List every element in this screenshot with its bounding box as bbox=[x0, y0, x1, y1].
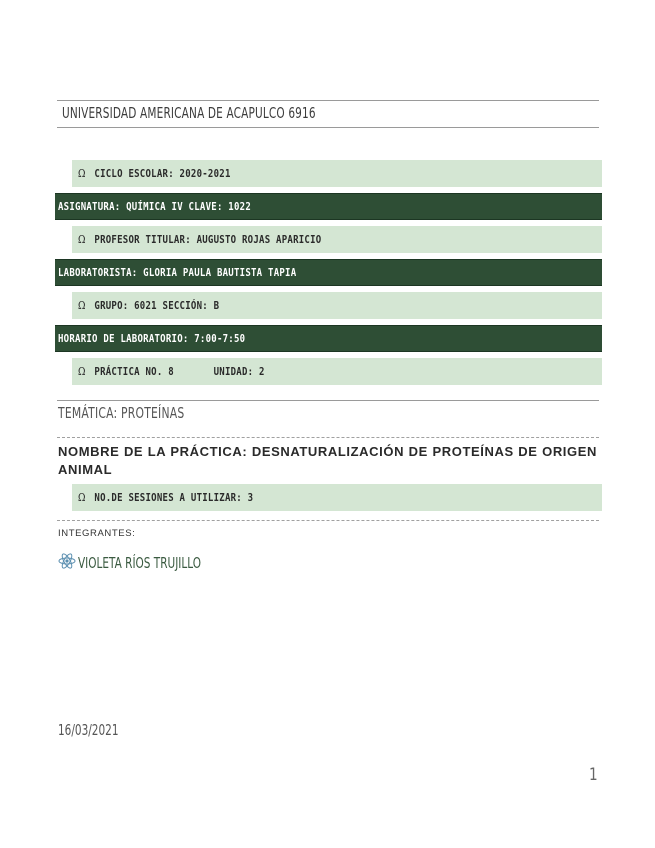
member-name: VIOLETA RÍOS TRUJILLO bbox=[78, 554, 201, 572]
sesiones-text: NO.DE SESIONES A UTILIZAR: 3 bbox=[94, 491, 254, 504]
omega-bullet: Ω bbox=[78, 233, 86, 246]
row-profesor bbox=[72, 226, 602, 253]
row-practica bbox=[72, 358, 602, 385]
page-number: 1 bbox=[589, 765, 598, 785]
ciclo-escolar-text: CICLO ESCOLAR: 2020-2021 bbox=[94, 167, 231, 180]
omega-bullet: Ω bbox=[78, 167, 86, 180]
tematica-rule-bottom bbox=[57, 437, 599, 438]
omega-bullet: Ω bbox=[78, 491, 86, 504]
profesor-text: PROFESOR TITULAR: AUGUSTO ROJAS APARICIO bbox=[94, 233, 322, 246]
row-sesiones bbox=[72, 484, 602, 511]
omega-bullet: Ω bbox=[78, 299, 86, 312]
document-date: 16/03/2021 bbox=[58, 721, 119, 739]
tematica-rule-top bbox=[57, 400, 599, 401]
row-horario bbox=[55, 325, 602, 352]
practice-name: NOMBRE DE LA PRÁCTICA: DESNATURALIZACIÓN DE PROTEÍNAS DE ORIGEN ANIMAL bbox=[58, 444, 597, 477]
asignatura-text: ASIGNATURA: QUÍMICA IV CLAVE: 1022 bbox=[58, 200, 252, 213]
institution-title: UNIVERSIDAD AMERICANA DE ACAPULCO 6916 bbox=[62, 104, 316, 122]
top-rule-1 bbox=[57, 100, 599, 101]
tematica-heading: TEMÁTICA: PROTEÍNAS bbox=[58, 404, 185, 422]
atom-icon bbox=[58, 552, 76, 574]
grupo-text: GRUPO: 6021 SECCIÓN: B bbox=[94, 299, 220, 312]
row-ciclo-escolar bbox=[72, 160, 602, 187]
omega-bullet: Ω bbox=[78, 365, 86, 378]
sessions-rule bbox=[57, 520, 599, 521]
member-item bbox=[58, 552, 254, 574]
integrantes-label: INTEGRANTES: bbox=[58, 528, 136, 539]
row-laboratorista bbox=[55, 259, 602, 286]
laboratorista-text: LABORATORISTA: GLORIA PAULA BAUTISTA TAPIA bbox=[58, 266, 297, 279]
horario-text: HORARIO DE LABORATORIO: 7:00-7:50 bbox=[58, 332, 246, 345]
top-rule-2 bbox=[57, 127, 599, 128]
row-grupo bbox=[72, 292, 602, 319]
practica-text: PRÁCTICA NO. 8 UNIDAD: 2 bbox=[94, 365, 265, 378]
row-asignatura bbox=[55, 193, 602, 220]
